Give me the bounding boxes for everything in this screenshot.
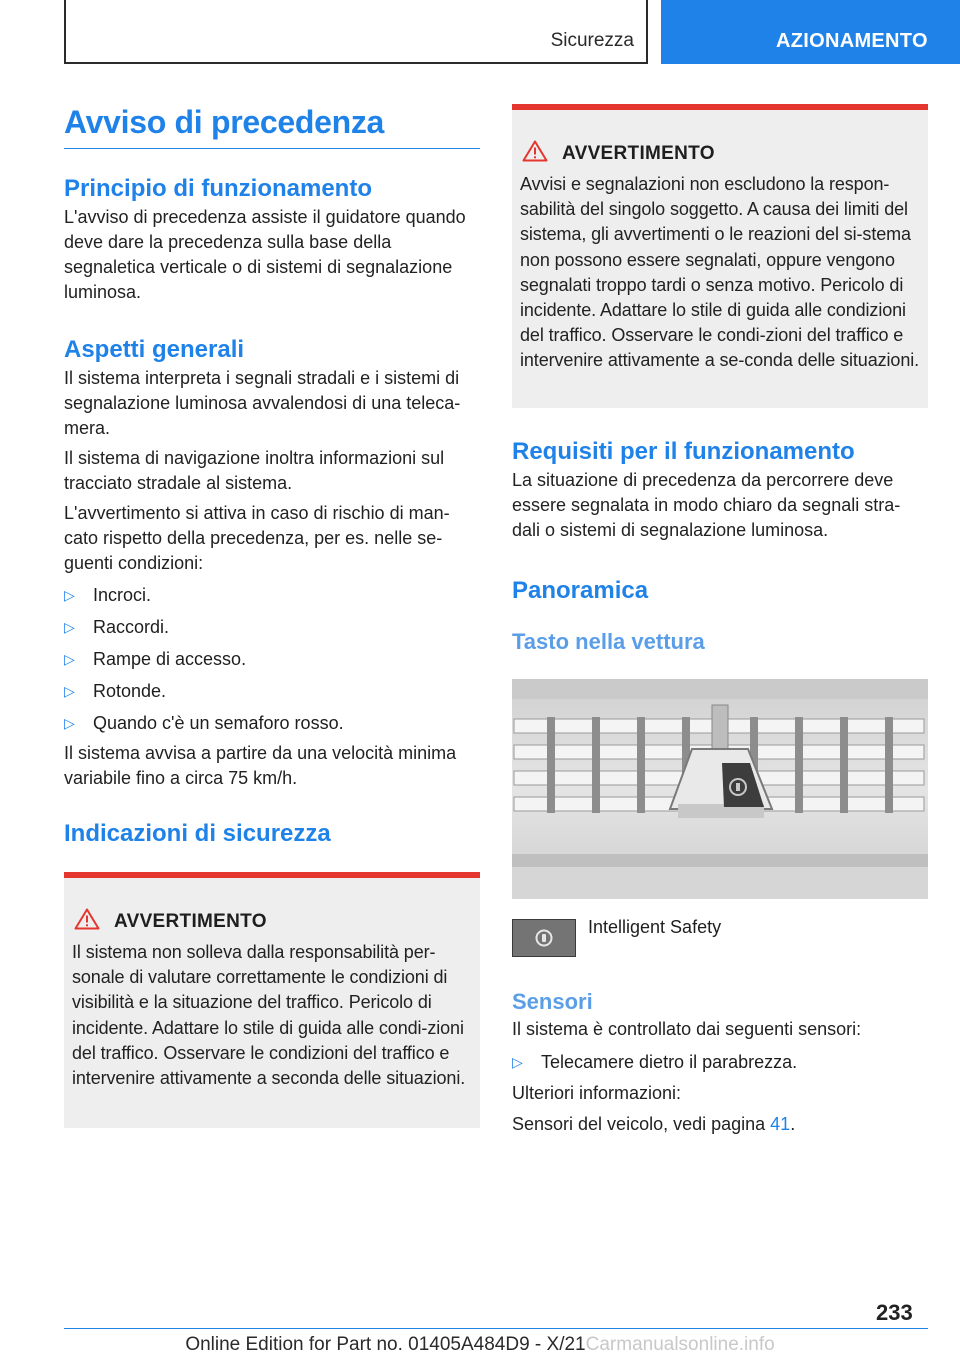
warning-triangle-icon [74,908,114,936]
warning-label: AVVERTIMENTO [562,143,715,164]
condition-list [64,583,480,736]
header-section-label: Sicurezza [550,30,634,51]
intelligent-safety-button-icon [512,919,576,957]
bullet-triangle-icon: ▷ [64,651,75,667]
watermark-text: Carmanualsonline.info [585,1334,775,1355]
icon-legend-label: Intelligent Safety [588,917,722,937]
list-item: ▷ Telecamere dietro il parabrezza. [512,1050,928,1075]
heading-tasto: Tasto nella vettura [512,629,705,654]
warning-title [520,140,920,168]
warning-title [72,908,472,936]
paragraph-sensori: Il sistema è controllato dai seguenti sensori: [512,1019,862,1039]
bullet-triangle-icon: ▷ [64,619,75,635]
bullet-triangle-icon: ▷ [64,587,75,603]
warning-label: AVVERTIMENTO [114,911,267,932]
heading-sicurezza: Indicazioni di sicurezza [64,820,331,847]
paragraph-principio: L'avviso di precedenza assiste il guidatore quando deve dare la precedenza sulla base della segnaletica verticale o di sistemi di segnalazione luminosa. [64,207,466,302]
heading-requisiti: Requisiti per il funzionamento [512,438,855,465]
page-number: 233 [876,1300,913,1325]
header-chapter-label: AZIONAMENTO [776,30,928,52]
warning-text: Avvisi e segnalazioni non escludono la respon-sabilità del singolo soggetto. A causa dei limiti del sistema, gli avvertimenti o le reazioni del si-stema non possono essere segnalati, oppure vengono segnalati troppo tardi o senza motivo. Pericolo di incidente. Adattare lo stile di guida alle condizioni del traffico. Osservare le condi-zioni del traffico e intervenire attivamente a se-conda delle situazioni. [520,174,920,371]
bullet-triangle-icon: ▷ [64,683,75,699]
footer-line [0,1334,960,1356]
bullet-triangle-icon: ▷ [512,1054,523,1070]
right-column [512,104,928,1137]
warning-text: Il sistema non solleva dalla responsabilità per-sonale di valutare correttamente le condizioni di visibilità e la situazione del traffico. Pericolo di incidente. Adattare lo stile di guida alle condi-zioni del traffico. Osservare le condizioni del traffico e intervenire attivamente a seconda delle situazioni. [72,942,466,1089]
title-rule [64,148,480,149]
header-section-tab [64,0,648,64]
left-column [64,100,480,1128]
bullet-triangle-icon: ▷ [64,715,75,731]
heading-sensori: Sensori [512,989,593,1014]
icon-legend-row [512,919,928,957]
page-title: Avviso di precedenza [64,104,385,140]
paragraph-sensori-ref: Sensori del veicolo, vedi pagina 41. [512,1114,796,1134]
paragraph-aspetti-1: Il sistema interpreta i segnali stradali e i sistemi di segnalazione luminosa avvalendosi di una teleca-mera. [64,368,461,438]
list-item: ▷ Rotonde. [64,679,480,704]
paragraph-aspetti-2: Il sistema di navigazione inoltra informazioni sul tracciato stradale al sistema. [64,448,445,493]
heading-aspetti: Aspetti generali [64,336,245,363]
page-reference-link[interactable]: 41 [770,1114,791,1134]
paragraph-ulteriori: Ulteriori informazioni: [512,1083,682,1103]
paragraph-requisiti: La situazione di precedenza da percorrere deve essere segnalata in modo chiaro da segnali stra-dali o sistemi di segnalazione luminosa. [512,470,901,540]
edition-text: Online Edition for Part no. 01405A484D9 - X/21 [185,1334,586,1355]
warning-triangle-icon [522,140,562,168]
warning-box [512,104,928,408]
list-item: ▷ Rampe di accesso. [64,647,480,672]
heading-principio: Principio di funzionamento [64,175,372,202]
paragraph-aspetti-3: L'avvertimento si attiva in caso di rischio di man-cato rispetto della precedenza, per es. nelle se-guenti condizioni: [64,503,450,573]
footer-rule [64,1328,928,1329]
list-item: ▷ Incroci. [64,583,480,608]
warning-box [64,872,480,1128]
header-chapter-tab [661,0,960,64]
paragraph-aspetti-4: Il sistema avvisa a partire da una velocità minima variabile fino a circa 75 km/h. [64,743,457,788]
list-item: ▷ Quando c'è un semaforo rosso. [64,711,480,736]
list-item: ▷ Raccordi. [64,615,480,640]
heading-panoramica: Panoramica [512,577,649,604]
vehicle-button-photo [512,679,928,899]
